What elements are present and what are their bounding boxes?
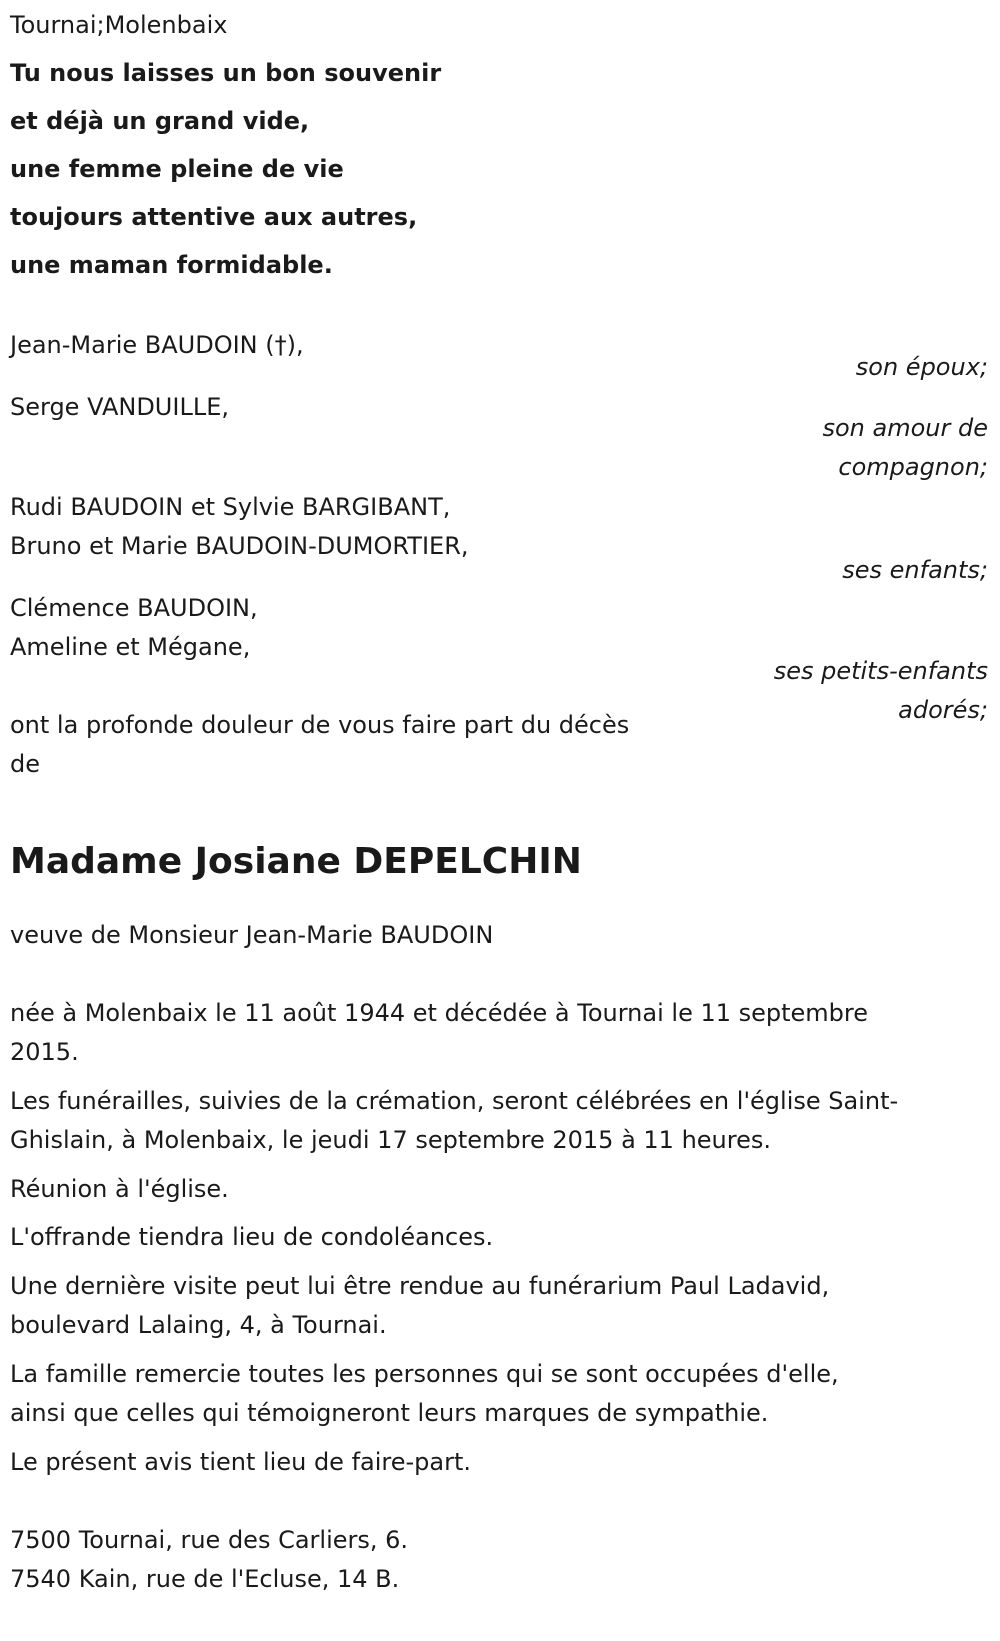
family-children: Bruno et Marie BAUDOIN-DUMORTIER, [10,532,469,560]
widow-of: veuve de Monsieur Jean-Marie BAUDOIN [10,921,494,949]
family-companion: Serge VANDUILLE, [10,393,229,421]
birth-death: née à Molenbaix le 11 août 1944 et décédée à Tournai le 11 septembre [10,999,869,1027]
visit-info: boulevard Lalaing, 4, à Tournai. [10,1311,387,1339]
poem-line: et déjà un grand vide, [10,107,310,135]
family-grandchildren: Clémence BAUDOIN, [10,594,258,622]
funeral-info: Ghislain, à Molenbaix, le jeudi 17 septembre 2015 à 11 heures. [10,1126,772,1154]
location-header: Tournai;Molenbaix [10,11,228,39]
poem-line: une femme pleine de vie [10,155,344,183]
funeral-info: Les funérailles, suivies de la crémation, seront célébrées en l'église Saint- [10,1087,899,1115]
visit-info: Une dernière visite peut lui être rendue au funérarium Paul Ladavid, [10,1272,830,1300]
thanks: ainsi que celles qui témoigneront leurs marques de sympathie. [10,1399,769,1427]
poem-line: une maman formidable. [10,251,333,279]
address: 7500 Tournai, rue des Carliers, 6. [10,1526,409,1554]
offering-info: L'offrande tiendra lieu de condoléances. [10,1223,494,1251]
birth-death: 2015. [10,1038,79,1066]
family-spouse: Jean-Marie BAUDOIN (†), [10,331,304,359]
announcement: ont la profonde douleur de vous faire part du décès [10,711,630,739]
family-companion-role: son amour de [822,414,988,442]
notice: Le présent avis tient lieu de faire-part. [10,1448,472,1476]
deceased-name: Madame Josiane DEPELCHIN [10,841,582,882]
poem-line: toujours attentive aux autres, [10,203,418,231]
family-grandchildren: Ameline et Mégane, [10,633,251,661]
family-children: Rudi BAUDOIN et Sylvie BARGIBANT, [10,493,451,521]
address: 7540 Kain, rue de l'Ecluse, 14 B. [10,1565,400,1593]
family-children-role: ses enfants; [842,556,988,584]
family-grandchildren-role: ses petits-enfants [773,657,988,685]
family-companion-role: compagnon; [838,453,988,481]
thanks: La famille remercie toutes les personnes qui se sont occupées d'elle, [10,1360,839,1388]
meeting-info: Réunion à l'église. [10,1175,229,1203]
family-grandchildren-role: adorés; [898,696,988,724]
announcement: de [10,750,40,778]
family-spouse-role: son époux; [855,353,988,381]
poem-line: Tu nous laisses un bon souvenir [10,59,442,87]
